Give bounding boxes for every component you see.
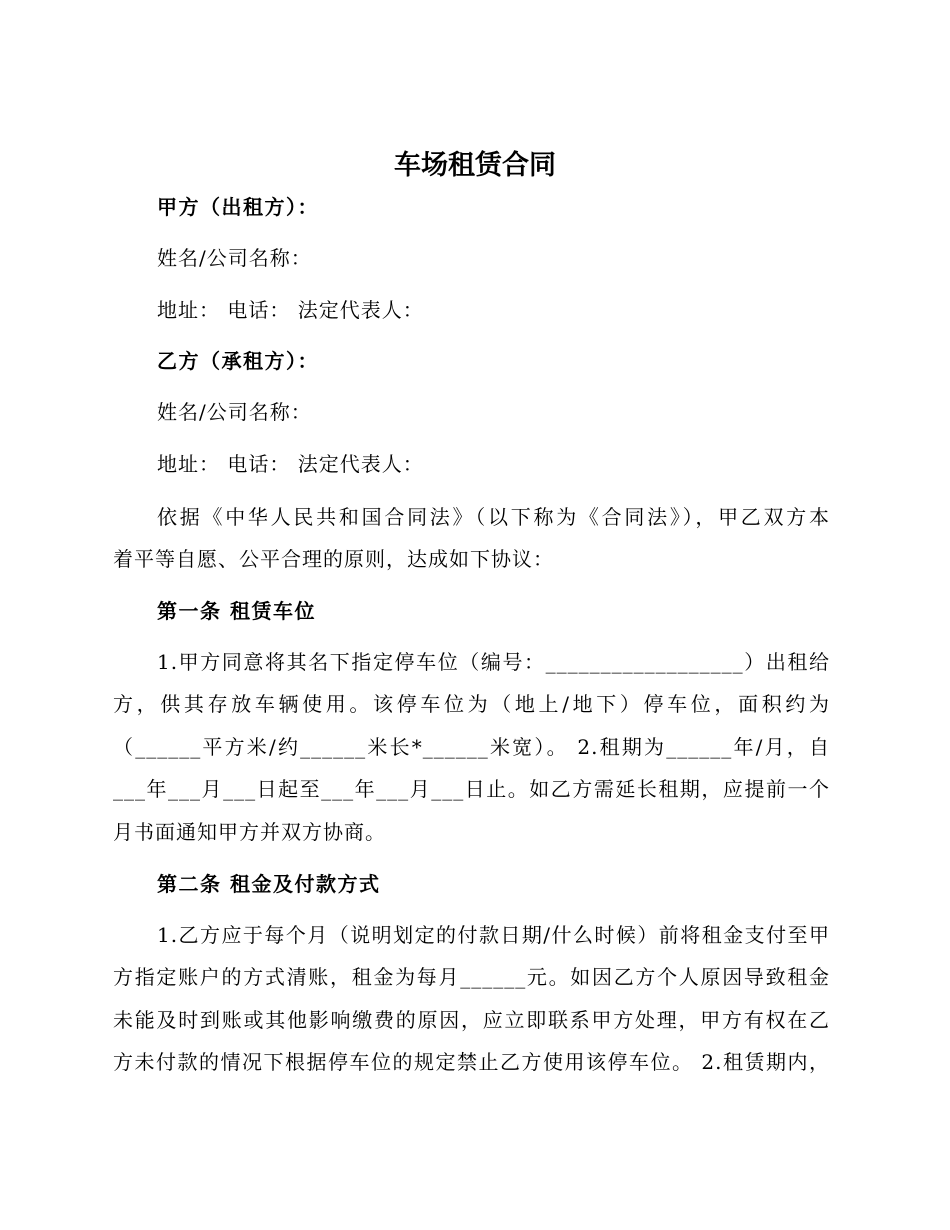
article-2-line: 方未付款的情况下根据停车位的规定禁止乙方使用该停车位。 2.租赁期内， [113, 1050, 830, 1074]
preamble-line: 着平等自愿、公平合理的原则，达成如下协议： [113, 547, 554, 571]
article-1-line: （______平方米/约______米长*______米宽）。 2.租期为______年/月，自 [113, 735, 830, 759]
article-1-line: 1.甲方同意将其名下指定停车位（编号：__________________）出租给 [157, 650, 830, 674]
article-2-heading: 第二条 租金及付款方式 [157, 872, 381, 896]
party-b-name-line: 姓名/公司名称： [157, 400, 312, 424]
party-b-address-line: 地址： 电话： 法定代表人： [157, 452, 424, 476]
party-a-heading: 甲方（出租方）： [157, 195, 319, 219]
article-1-line: ___年___月___日起至___年___月___日止。如乙方需延长租期，应提前一个 [113, 777, 830, 801]
article-2-line: 1.乙方应于每个月（说明划定的付款日期/什么时候）前将租金支付至甲 [157, 923, 830, 947]
party-a-address-line: 地址： 电话： 法定代表人： [157, 298, 424, 322]
preamble-line: 依据《中华人民共和国合同法》（以下称为《合同法》），甲乙双方本 [157, 505, 830, 529]
article-2-line: 未能及时到账或其他影响缴费的原因，应立即联系甲方处理，甲方有权在乙 [113, 1008, 830, 1032]
article-2-line: 方指定账户的方式清账，租金为每月______元。如因乙方个人原因导致租金 [113, 965, 830, 989]
party-a-name-line: 姓名/公司名称： [157, 246, 312, 270]
party-b-heading: 乙方（承租方）： [157, 349, 319, 373]
article-1-heading: 第一条 租赁车位 [157, 599, 316, 623]
article-1-line: 月书面通知甲方并双方协商。 [113, 820, 386, 844]
document-title: 车场租赁合同 [394, 150, 556, 181]
article-1-line: 方，供其存放车辆使用。该停车位为（地上/地下）停车位，面积约为 [113, 692, 830, 716]
